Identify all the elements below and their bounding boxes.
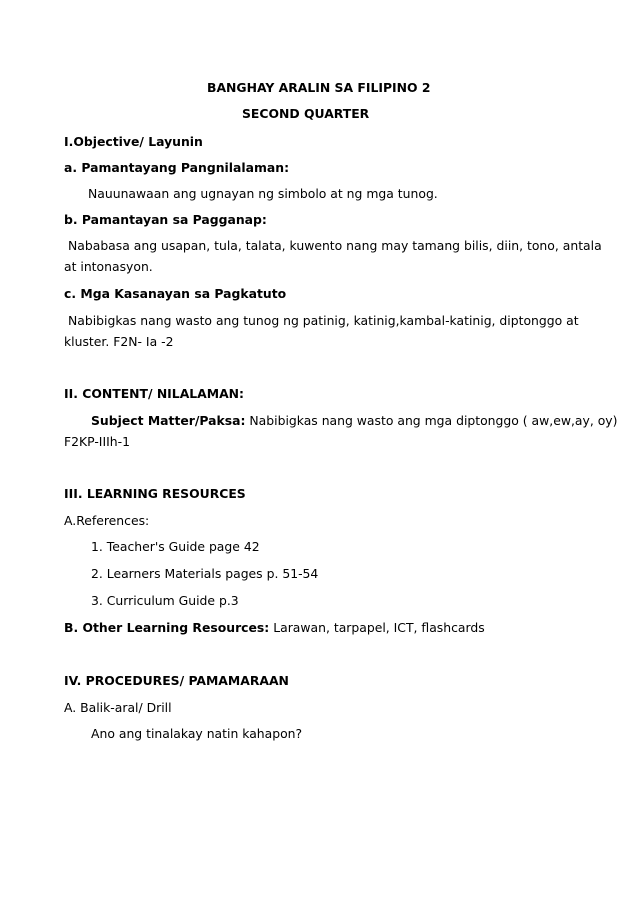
document-quarter: SECOND QUARTER	[242, 106, 370, 121]
drill-question: Ano ang tinalakay natin kahapon?	[91, 726, 303, 741]
document-title: BANGHAY ARALIN SA FILIPINO 2	[207, 80, 431, 95]
other-resources-text: Larawan, tarpapel, ICT, flashcards	[269, 620, 485, 635]
references-label: A.References:	[64, 513, 150, 528]
reference-item: 2. Learners Materials pages p. 51-54	[91, 566, 319, 581]
other-resources-label: B. Other Learning Resources:	[64, 620, 270, 635]
subject-matter-line	[91, 413, 617, 429]
section-objective-heading: I.Objective/ Layunin	[64, 134, 203, 149]
subject-matter-code: F2KP-IIIh-1	[64, 434, 130, 449]
subject-matter-text: Nabibigkas nang wasto ang mga diptonggo ( aw,ew,ay, oy)	[245, 413, 618, 428]
other-resources-line	[64, 620, 485, 636]
section-procedures-heading: IV. PROCEDURES/ PAMAMARAAN	[64, 673, 289, 688]
performance-standard-text-2: at intonasyon.	[64, 259, 153, 274]
section-content-heading: II. CONTENT/ NILALAMAN:	[64, 386, 245, 401]
performance-standard-text-1: Nababasa ang usapan, tula, talata, kuwento nang may tamang bilis, diin, tono, antala	[68, 238, 602, 253]
learning-competency-text-1: Nabibigkas nang wasto ang tunog ng patinig, katinig,kambal-katinig, diptonggo at	[68, 313, 579, 328]
reference-item: 1. Teacher's Guide page 42	[91, 539, 260, 554]
section-resources-heading: III. LEARNING RESOURCES	[64, 486, 246, 501]
performance-standard-heading: b. Pamantayan sa Pagganap:	[64, 212, 267, 227]
reference-item: 3. Curriculum Guide p.3	[91, 593, 239, 608]
content-standard-heading: a. Pamantayang Pangnilalaman:	[64, 160, 290, 175]
learning-competency-text-2: kluster. F2N- Ia -2	[64, 334, 174, 349]
learning-competency-heading: c. Mga Kasanayan sa Pagkatuto	[64, 286, 287, 301]
drill-label: A. Balik-aral/ Drill	[64, 700, 172, 715]
subject-matter-label: Subject Matter/Paksa:	[91, 413, 246, 428]
content-standard-text: Nauunawaan ang ugnayan ng simbolo at ng mga tunog.	[88, 186, 438, 201]
